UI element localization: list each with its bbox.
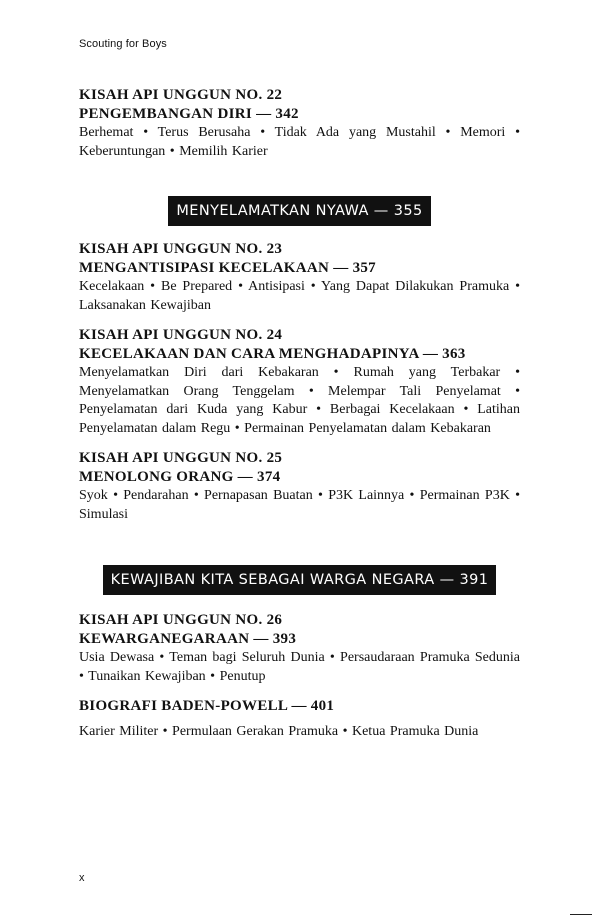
section-banner-wrap [79, 196, 520, 226]
entry-topic-list: Syok • Pendarahan • Pernapasan Buatan • P3K Lainnya • Permainan P3K • Simulasi [79, 488, 520, 522]
running-header: Scouting for Boys [79, 38, 167, 50]
section-banner-title: KEWAJIBAN KITA SEBAGAI WARGA NEGARA — 391 [103, 565, 497, 595]
entry-chapter-title: KEWARGANEGARAAN — 393 [79, 631, 297, 647]
entry-topic-list: Karier Militer • Permulaan Gerakan Pramuka • Ketua Pramuka Dunia [79, 724, 479, 739]
section-banner-title: MENYELAMATKAN NYAWA — 355 [168, 196, 430, 226]
page-number: x [79, 872, 85, 884]
toc-section-citizenship [79, 565, 520, 742]
entry-chapter-number: KISAH API UNGGUN NO. 23 [79, 241, 283, 257]
toc-entry-chapter-24 [79, 326, 520, 438]
entry-chapter-title: MENOLONG ORANG — 374 [79, 469, 281, 485]
toc-entry-chapter-22 [79, 86, 520, 161]
entry-chapter-title: BIOGRAFI BADEN-POWELL — 401 [79, 698, 335, 714]
toc-section-personal-development [79, 86, 520, 161]
entry-topic-list: Usia Dewasa • Teman bagi Seluruh Dunia • Persaudaraan Pramuka Sedunia • Tunaikan Kewajiban • Penutup [79, 650, 520, 684]
edge-rule-divider [570, 914, 592, 915]
entry-chapter-number: KISAH API UNGGUN NO. 25 [79, 450, 283, 466]
entry-chapter-title: KECELAKAAN DAN CARA MENGHADAPINYA — 363 [79, 346, 466, 362]
toc-entry-chapter-26 [79, 611, 520, 686]
entry-chapter-title: PENGEMBANGAN DIRI — 342 [79, 106, 299, 122]
section-banner-wrap [79, 565, 520, 595]
toc-entry-chapter-25 [79, 449, 520, 524]
entry-chapter-title: MENGANTISIPASI KECELAKAAN — 357 [79, 260, 376, 276]
table-of-contents [79, 86, 520, 742]
entry-topic-list: Kecelakaan • Be Prepared • Antisipasi • Yang Dapat Dilakukan Pramuka • Laksanakan Kewajiban [79, 279, 520, 313]
toc-entry-chapter-23 [79, 240, 520, 315]
entry-chapter-number: KISAH API UNGGUN NO. 26 [79, 612, 283, 628]
toc-section-saving-lives [79, 196, 520, 524]
toc-entry-biography [79, 697, 520, 742]
entry-chapter-number: KISAH API UNGGUN NO. 24 [79, 327, 283, 343]
entry-topic-list: Berhemat • Terus Berusaha • Tidak Ada yang Mustahil • Memori • Keberuntungan • Memilih Karier [79, 125, 520, 159]
entry-topic-list: Menyelamatkan Diri dari Kebakaran • Rumah yang Terbakar • Menyelamatkan Orang Tenggelam • Melempar Tali Penyelamat • Penyelamatan dari Kuda yang Kabur • Berbagai Kecelakaan • Latihan Penyelamatan dalam Regu • Permainan Penyelamatan dalam Kebakaran [79, 365, 520, 436]
entry-chapter-number: KISAH API UNGGUN NO. 22 [79, 87, 283, 103]
